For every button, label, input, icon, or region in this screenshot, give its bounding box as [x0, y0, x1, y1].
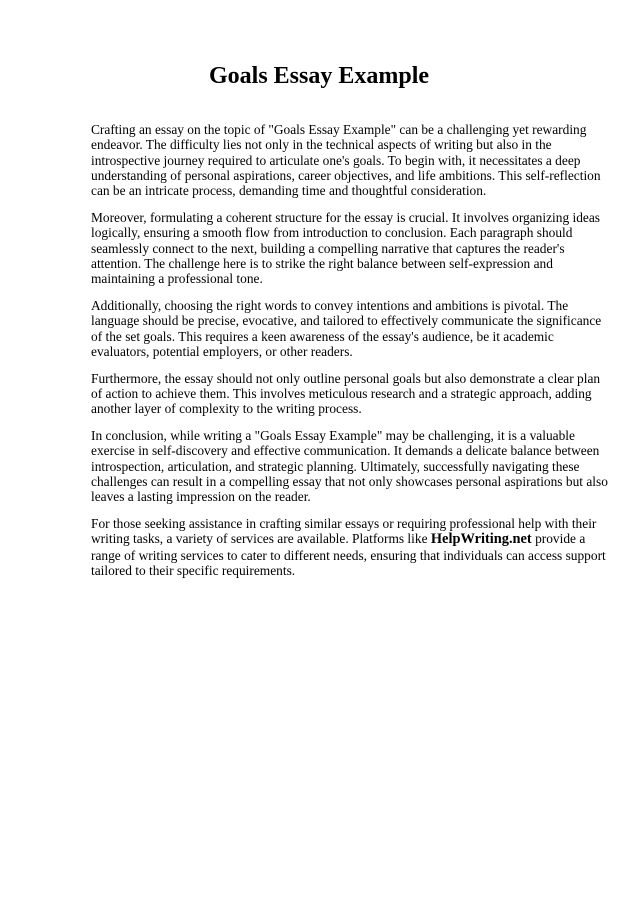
paragraph-line: language should be precise, evocative, and tailored to effectively communicate the significance	[91, 313, 602, 329]
paragraph-line	[91, 531, 599, 547]
paragraph-line: evaluators, potential employers, or other readers.	[91, 343, 353, 359]
paragraph	[91, 210, 599, 286]
paragraph-line: Additionally, choosing the right words to convey intentions and ambitions is pivotal. The	[91, 297, 569, 313]
paragraph-line: For those seeking assistance in crafting similar essays or requiring professional help with their	[91, 516, 597, 532]
paragraph-line: challenges can result in a compelling essay that not only showcases personal aspirations but also	[91, 473, 608, 489]
paragraph	[91, 428, 608, 505]
paragraph-line: Moreover, formulating a coherent structure for the essay is crucial. It involves organizing ideas	[91, 209, 601, 225]
paragraph-line: Furthermore, the essay should not only outline personal goals but also demonstrate a clear plan	[91, 370, 601, 386]
paragraph-line: introspection, articulation, and strategic planning. Ultimately, successfully navigating these	[91, 458, 580, 474]
paragraph-services	[91, 516, 606, 578]
paragraph-line: of action to achieve them. This involves meticulous research and a strategic approach, adding	[91, 385, 592, 401]
paragraph-line: exercise in self-discovery and effective communication. It demands a delicate balance between	[91, 443, 600, 459]
paragraph-line: Crafting an essay on the topic of "Goals Essay Example" can be a challenging yet rewarding	[91, 122, 587, 137]
paragraph	[91, 371, 599, 417]
paragraph	[91, 122, 599, 198]
paragraph-line: In conclusion, while writing a "Goals Essay Example" may be challenging, it is a valuable	[91, 428, 575, 444]
line-text: writing tasks, a variety of services are available. Platforms like	[91, 531, 431, 547]
paragraph-line: introspective journey required to articulate one's goals. To begin with, it necessitates a deep	[91, 152, 581, 168]
paragraph-line: logically, ensuring a smooth flow from introduction to conclusion. Each paragraph should	[91, 225, 573, 241]
paragraph-line: tailored to their specific requirements.	[91, 562, 296, 578]
paragraph-list	[91, 122, 608, 505]
paragraph-line: endeavor. The difficulty lies not only in the technical aspects of writing but also in the	[91, 137, 552, 153]
paragraph-line: seamlessly connect to the next, building a compelling narrative that captures the reader's	[91, 240, 565, 256]
document-body	[91, 122, 608, 590]
paragraph	[91, 297, 602, 359]
paragraph-line: another layer of complexity to the writing process.	[91, 401, 362, 417]
paragraph-line: of the set goals. This requires a keen awareness of the essay's audience, be it academic	[91, 328, 554, 344]
paragraph-line: maintaining a professional tone.	[91, 271, 263, 287]
helpwriting-link[interactable]: HelpWriting.net	[430, 531, 532, 548]
paragraph-line: can be an intricate process, demanding time and thoughtful consideration.	[91, 183, 487, 199]
paragraph-line: range of writing services to cater to different needs, ensuring that individuals can access support	[91, 547, 606, 563]
document-title: Goals Essay Example	[208, 63, 430, 89]
paragraph-line: understanding of personal aspirations, career objectives, and life ambitions. This self-reflection	[91, 167, 601, 183]
line-text: provide a	[531, 531, 586, 547]
paragraph-line: leaves a lasting impression on the reader.	[91, 489, 311, 505]
paragraph-line: attention. The challenge here is to strike the right balance between self-expression and	[91, 255, 553, 271]
